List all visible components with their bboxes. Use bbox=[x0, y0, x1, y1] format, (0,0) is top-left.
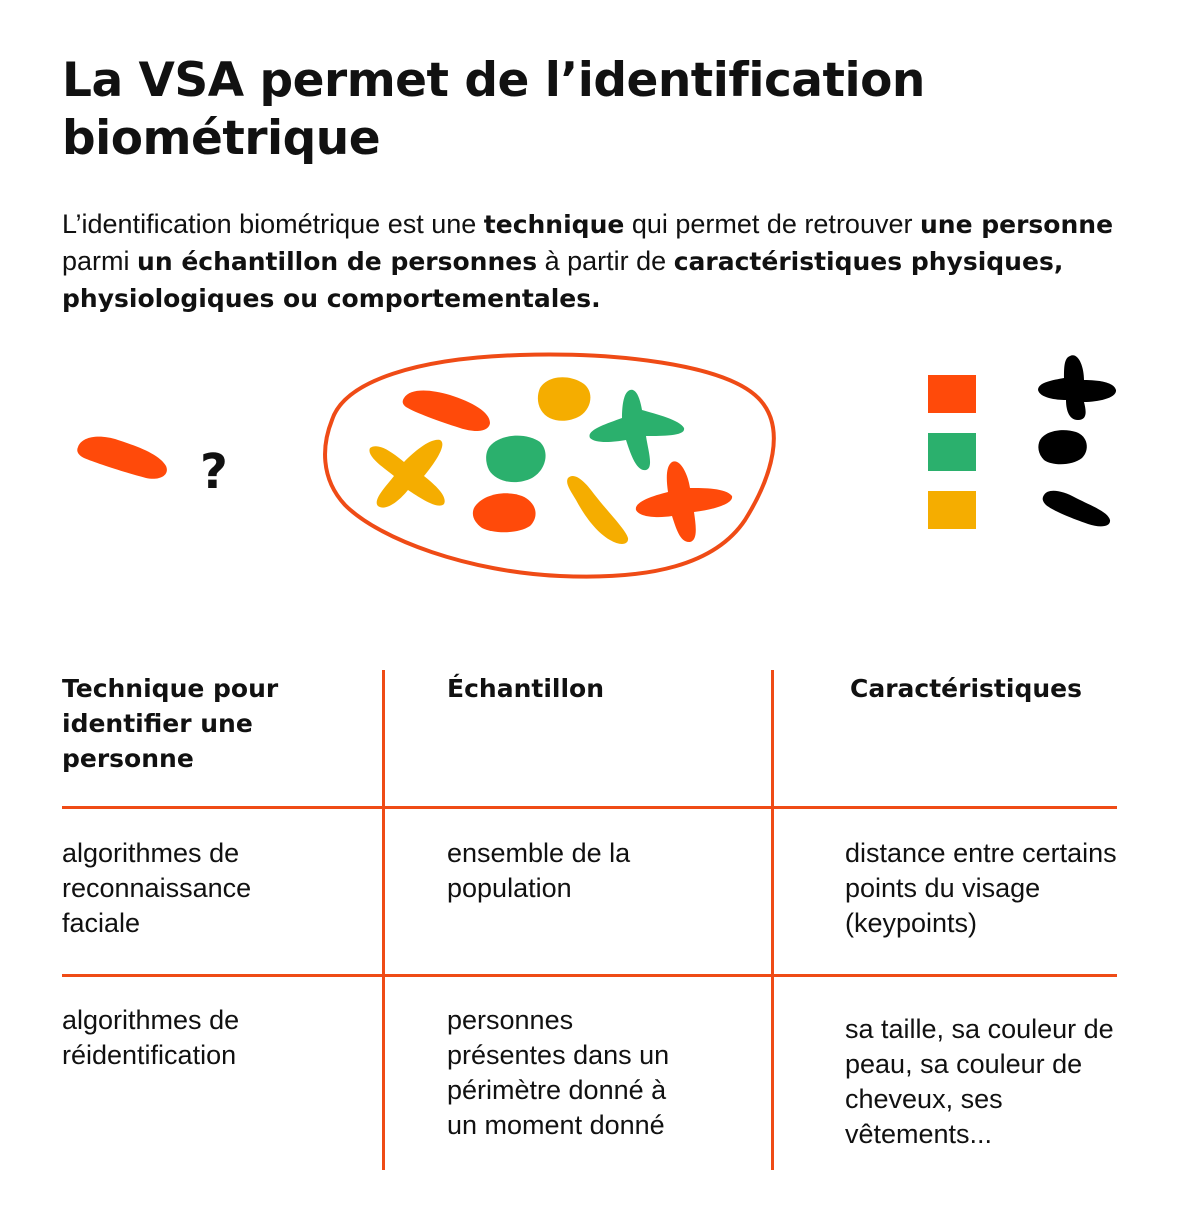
sample-shape-green-star bbox=[589, 390, 684, 470]
target-person-shape bbox=[77, 437, 167, 479]
sample-shape-yellow-crescent bbox=[567, 476, 628, 544]
sample-shape-green-blob bbox=[486, 436, 545, 483]
sample-shape-yellow-star bbox=[369, 440, 444, 508]
legend-square-yellow bbox=[928, 491, 976, 529]
intro-text: qui permet de retrouver bbox=[624, 209, 920, 239]
sample-shape-orange-star bbox=[636, 461, 732, 542]
intro-keyword-characteristics: caractéristiques physiques, physiologiques ou comportementales. bbox=[62, 247, 1064, 313]
intro-keyword-sample: un échantillon de personnes bbox=[137, 247, 538, 276]
table-cell: distance entre certains points du visage (keypoints) bbox=[845, 838, 1117, 938]
table-cell: sa taille, sa couleur de peau, sa couleur de cheveux, ses vêtements... bbox=[845, 1014, 1114, 1149]
question-mark: ? bbox=[200, 444, 228, 500]
intro-paragraph bbox=[62, 206, 1142, 317]
page-title: La VSA permet de l’identification biométrique bbox=[62, 53, 925, 166]
table-header-sample: Échantillon bbox=[447, 674, 604, 703]
intro-text: à partir de bbox=[537, 246, 674, 276]
sample-shape-orange-oval bbox=[403, 390, 490, 431]
sample-shape-orange-blob bbox=[473, 493, 536, 532]
table-cell: ensemble de la population bbox=[447, 838, 631, 903]
table-cell: algorithmes de reconnaissance faciale bbox=[62, 838, 252, 938]
table-divider-vertical-2 bbox=[771, 670, 774, 1170]
legend-square-green bbox=[928, 433, 976, 471]
table-cell: personnes présentes dans un périmètre donné à un moment donné bbox=[447, 1005, 670, 1140]
biometric-illustration bbox=[0, 340, 1200, 600]
intro-keyword-technique: technique bbox=[483, 210, 625, 239]
table-divider-horizontal-1 bbox=[62, 806, 1117, 809]
intro-text: L’identification biométrique est une bbox=[62, 209, 484, 239]
table-header-characteristics: Caractéristiques bbox=[850, 674, 1082, 703]
intro-text: parmi bbox=[62, 246, 138, 276]
legend-shape-black-oval bbox=[1043, 491, 1110, 527]
table-divider-horizontal-2 bbox=[62, 974, 1117, 977]
table-cell: algorithmes de réidentification bbox=[62, 1005, 240, 1070]
table-header-technique: Technique pour identifier une personne bbox=[62, 674, 279, 773]
legend-square-orange bbox=[928, 375, 976, 413]
intro-keyword-person: une personne bbox=[919, 210, 1114, 239]
legend-shape-black-star bbox=[1038, 355, 1116, 420]
legend-shape-black-blob bbox=[1038, 430, 1086, 464]
sample-shape-yellow-blob bbox=[538, 377, 591, 421]
table-divider-vertical-1 bbox=[382, 670, 385, 1170]
